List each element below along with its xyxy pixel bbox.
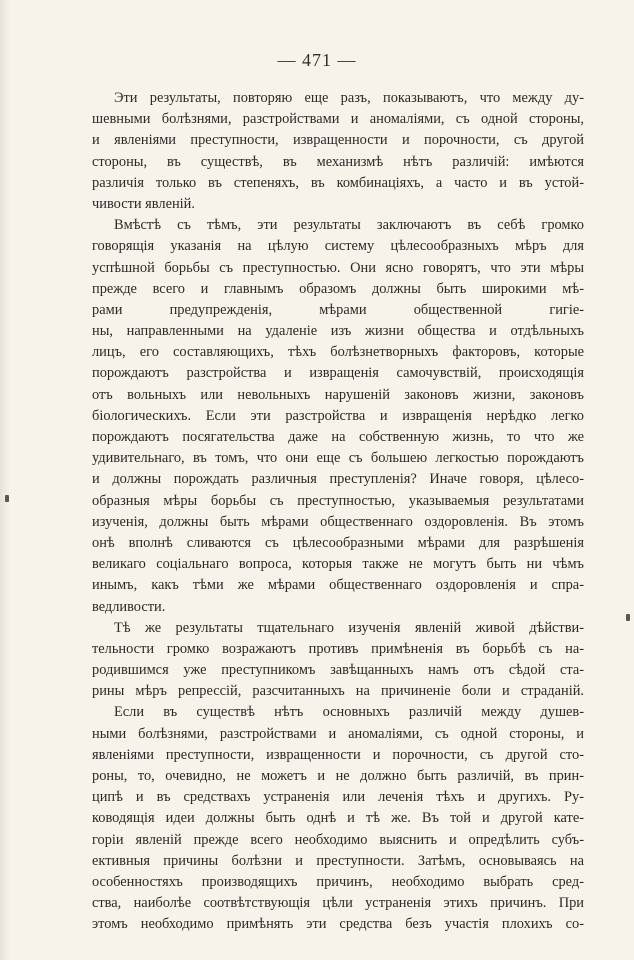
text-line: ководящія идеи должны быть однѣ и тѣ же. Въ той и другой кате- xyxy=(92,810,584,827)
text-line: удивительнаго, въ томъ, что они еще съ большею легкостью порождаютъ xyxy=(92,450,584,467)
text-line: ны, направленными на удаленіе изъ жизни общества и отдѣльныхъ xyxy=(92,323,584,340)
text-line: явленіями преступности, извращенности и порочности, съ другой сто- xyxy=(92,746,584,763)
body-text xyxy=(92,88,584,936)
text-line: и явленіями преступности, извращенности и порочности, съ другой xyxy=(92,132,584,149)
text-line: ства, наиболѣе соотвѣтствующія цѣли устраненія этихъ причинъ. При xyxy=(92,895,584,912)
text-line: этомъ необходимо примѣнять эти средства безъ участія плохихъ со- xyxy=(92,916,584,933)
text-line: ективныя причины болѣзни и преступности. Затѣмъ, основываясь на xyxy=(92,852,584,869)
binding-mark xyxy=(5,495,9,502)
text-line: образныя мѣры борьбы съ преступностью, указываемыя результатами xyxy=(92,492,584,509)
text-line: шевными болѣзнями, разстройствами и аномаліями, съ одной стороны, xyxy=(92,111,584,128)
text-line: стороны, въ существѣ, въ механизмѣ нѣтъ различій: имѣются xyxy=(92,153,584,170)
text-line: успѣшной борьбы съ преступностью. Они ясно говорятъ, что эти мѣры xyxy=(92,259,584,276)
text-line: лицъ, его составляющихъ, тѣхъ болѣзнетворныхъ факторовъ, которые xyxy=(92,344,584,361)
text-line: прежде всего и главнымъ образомъ должны быть широкими мѣ- xyxy=(92,280,584,297)
text-line: изученія, должны быть мѣрами общественнаго оздоровленія. Въ этомъ xyxy=(92,513,584,530)
text-line: рины мѣръ репрессій, разсчитанныхъ на причиненіе боли и страданій. xyxy=(92,683,584,700)
text-line: ными болѣзнями, разстройствами и аномаліями, съ одной стороны, и xyxy=(92,725,584,742)
text-line: говорящія указанія на цѣлую систему цѣлесообразныхъ мѣръ для xyxy=(92,238,584,255)
text-line: великаго соціальнаго вопроса, которыя также не могутъ быть ни чѣмъ xyxy=(92,556,584,573)
text-line: особенностяхъ производящихъ причинъ, необходимо выбрать сред- xyxy=(92,873,584,890)
text-line: Если въ существѣ нѣтъ основныхъ различій между душев- xyxy=(114,704,584,721)
text-line: роны, то, очевидно, не можетъ и не должно быть различій, въ прин- xyxy=(92,768,584,784)
text-line: чивости явленій. xyxy=(92,195,195,212)
text-line: ведливости. xyxy=(92,598,166,615)
page-number: — 471 — xyxy=(277,50,357,70)
text-line: отъ вольныхъ или невольныхъ нарушеній законовъ жизни, законовъ xyxy=(92,386,584,403)
text-line: и должны порождать различныя преступленія? Иначе говоря, цѣлесо- xyxy=(92,471,584,488)
text-line: различія только въ степеняхъ, въ комбинаціяхъ, а часто и въ устой- xyxy=(92,174,584,191)
text-line: тельности громко возражаютъ противъ примѣненія въ борьбѣ съ на- xyxy=(92,640,584,657)
text-line: горіи явленій прежде всего необходимо выяснить и опредѣлить субъ- xyxy=(92,831,584,848)
page-edge-shadow xyxy=(0,0,10,960)
text-line: Тѣ же результаты тщательнаго изученія явленій живой дѣйстви- xyxy=(114,619,584,636)
text-line: Эти результаты, повторяю еще разъ, показываютъ, что между ду- xyxy=(114,90,584,106)
text-line: порождаютъ разстройства и извращенія самочувствій, происходящія xyxy=(92,365,584,382)
binding-mark xyxy=(626,614,630,621)
text-line: онѣ вполнѣ сливаются съ цѣлесообразными мѣрами для разрѣшенія xyxy=(92,534,584,551)
text-line: инымъ, какъ тѣми же мѣрами общественнаго оздоровленія и спра- xyxy=(92,577,584,594)
text-line: Вмѣстѣ съ тѣмъ, эти результаты заключаютъ въ себѣ громко xyxy=(114,217,584,234)
text-line: порождаютъ посягательства даже на собственную жизнь, то что же xyxy=(92,429,584,445)
text-line: біологическихъ. Если эти разстройства и извращенія нерѣдко легко xyxy=(92,407,584,424)
text-line: рами предупрежденія, мѣрами общественной гигіе- xyxy=(92,301,584,318)
text-line: ципѣ и въ средствахъ устраненія или леченія тѣхъ и другихъ. Ру- xyxy=(92,789,584,806)
text-line: родившимся уже преступникомъ завѣщанныхъ намъ отъ сѣдой ста- xyxy=(92,662,584,679)
